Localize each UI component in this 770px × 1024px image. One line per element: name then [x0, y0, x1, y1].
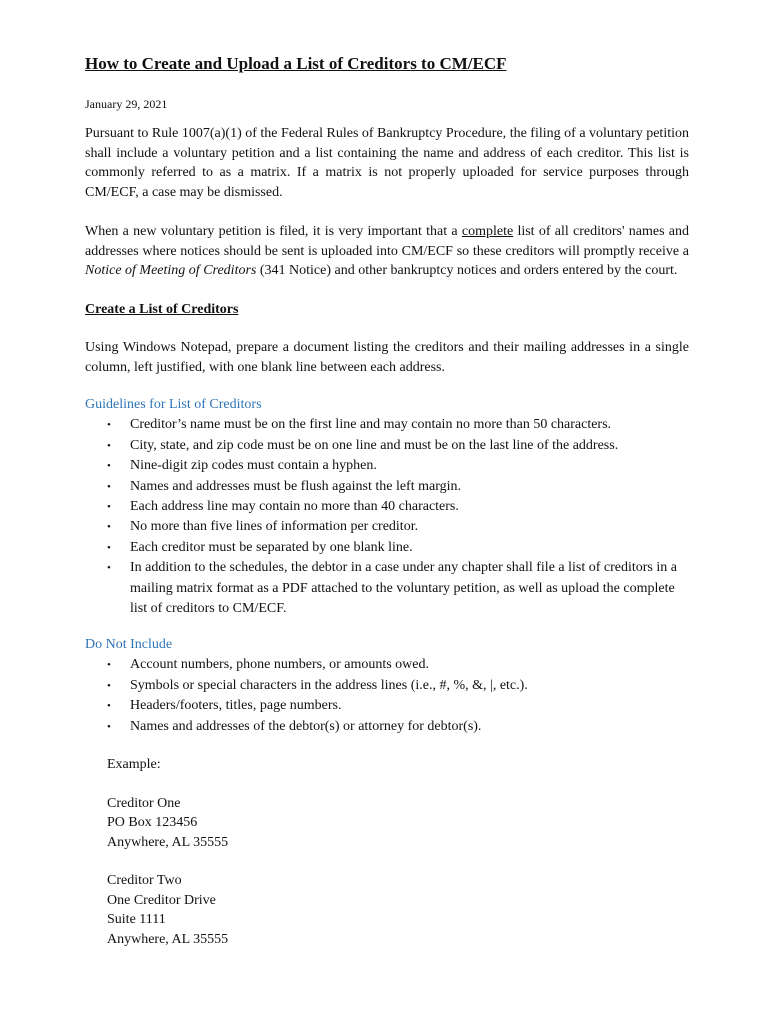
list-item: [85, 696, 689, 716]
second-paragraph-part1: When a new voluntary petition is filed, it is very important that a: [85, 223, 462, 239]
list-item: [85, 517, 689, 537]
example-block: [107, 755, 689, 949]
bullet-icon: •: [107, 521, 111, 534]
bullet-icon: •: [107, 659, 111, 672]
address-line: Creditor Two: [107, 873, 182, 889]
section-paragraph: Using Windows Notepad, prepare a document listing the creditors and their mailing addresses in a single column, left justified, with one blank line between each address.: [85, 339, 689, 375]
list-item-text: Nine-digit zip codes must contain a hyphen.: [130, 458, 377, 474]
list-item: [85, 477, 689, 497]
bullet-icon: •: [107, 480, 111, 493]
section-heading-create-list: Create a List of Creditors: [85, 301, 239, 317]
list-item-text: Names and addresses must be flush against the left margin.: [130, 478, 461, 494]
bullet-icon: •: [107, 419, 111, 432]
list-item: [85, 415, 689, 435]
do-not-include-list: [85, 655, 689, 737]
complete-emphasis: complete: [461, 223, 514, 239]
document-title: How to Create and Upload a List of Creditors to CM/ECF: [85, 54, 507, 73]
list-item-text: Account numbers, phone numbers, or amounts owed.: [130, 657, 429, 673]
bullet-icon: •: [107, 541, 111, 554]
list-item-text: Symbols or special characters in the address lines (i.e., #, %, &, |, etc.).: [130, 677, 528, 693]
bullet-icon: •: [107, 500, 111, 513]
list-item: [85, 456, 689, 476]
address-line: Anywhere, AL 35555: [107, 931, 229, 947]
document-page: [85, 52, 689, 949]
address-line: One Creditor Drive: [107, 892, 216, 908]
bullet-icon: •: [107, 679, 111, 692]
guidelines-list: [85, 415, 689, 619]
second-paragraph-part3: (341 Notice) and other bankruptcy notices and orders entered by the court.: [256, 263, 678, 279]
list-item-text: No more than five lines of information per creditor.: [130, 519, 419, 535]
second-paragraph: [85, 222, 689, 281]
notice-title: Notice of Meeting of Creditors: [85, 263, 257, 279]
list-item-text: In addition to the schedules, the debtor in a case under any chapter shall file a list of creditors in a mailing matrix format as a PDF attached to the voluntary petition, as well as upload the complete list of creditors to CM/ECF.: [130, 560, 677, 616]
list-item: [85, 436, 689, 456]
bullet-icon: •: [107, 439, 111, 452]
bullet-icon: •: [107, 562, 111, 575]
bullet-icon: •: [107, 700, 111, 713]
do-not-include-heading: Do Not Include: [85, 637, 173, 653]
list-item: [85, 558, 689, 619]
bullet-icon: •: [107, 720, 111, 733]
example-label: Example:: [107, 757, 161, 773]
list-item: [85, 717, 689, 737]
example-address-creditor-two: [107, 871, 689, 949]
example-address-creditor-one: [107, 794, 689, 853]
list-item-text: Headers/footers, titles, page numbers.: [130, 698, 342, 714]
list-item-text: City, state, and zip code must be on one line and must be on the last line of the address.: [130, 437, 619, 453]
list-item-text: Each creditor must be separated by one blank line.: [130, 539, 413, 555]
second-paragraph-part2: list of all creditors' names and addresses where notices should be sent is uploaded into CM/ECF so these creditors will promptly receive a: [85, 223, 689, 259]
bullet-icon: •: [107, 460, 111, 473]
list-item-text: Names and addresses of the debtor(s) or attorney for debtor(s).: [130, 718, 482, 734]
address-line: Creditor One: [107, 795, 181, 811]
list-item: [85, 676, 689, 696]
list-item-text: Each address line may contain no more than 40 characters.: [130, 498, 459, 514]
list-item: [85, 497, 689, 517]
guidelines-heading: Guidelines for List of Creditors: [85, 397, 262, 413]
document-date: January 29, 2021: [85, 97, 168, 111]
address-line: PO Box 123456: [107, 815, 198, 831]
address-line: Anywhere, AL 35555: [107, 834, 229, 850]
address-line: Suite 1111: [107, 912, 166, 928]
list-item: [85, 655, 689, 675]
list-item-text: Creditor’s name must be on the first line and may contain no more than 50 characters.: [130, 417, 612, 433]
list-item: [85, 538, 689, 558]
intro-paragraph: Pursuant to Rule 1007(a)(1) of the Federal Rules of Bankruptcy Procedure, the filing of a voluntary petition shall include a voluntary petition and a list containing the name and address of each creditor. This list is commonly referred to as a matrix. If a matrix is not properly uploaded for service purposes through CM/ECF, a case may be dismissed.: [85, 126, 689, 201]
